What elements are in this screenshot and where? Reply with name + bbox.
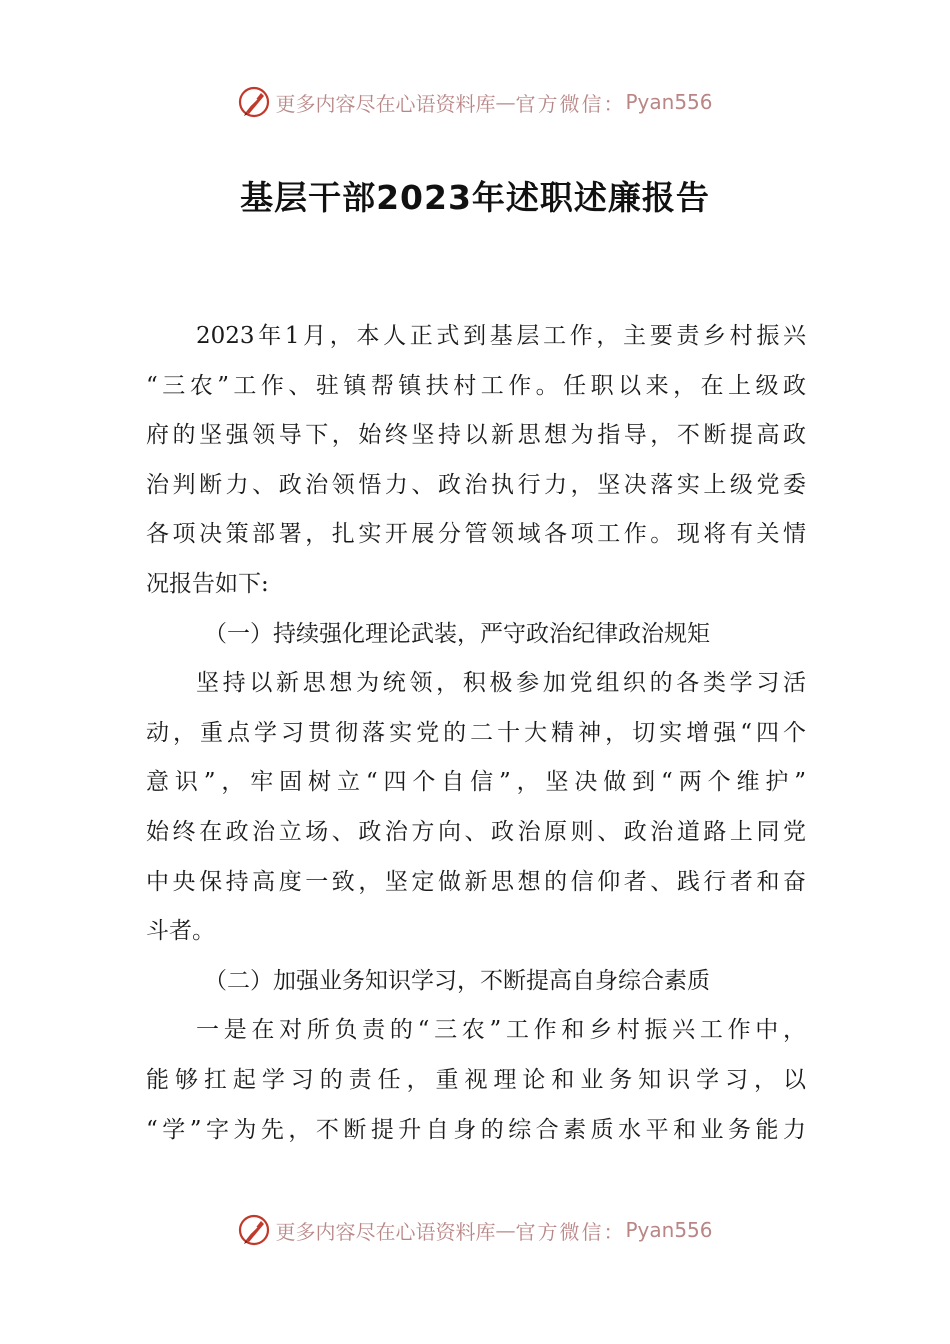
body-line-15: 一是在对所负责的“三农”工作和乡村振兴工作中， (196, 1017, 806, 1044)
body-line-9: 动，重点学习贯彻落实党的二十大精神，切实增强“四个 (146, 719, 806, 746)
body-line-6: 况报告如下: (146, 570, 269, 597)
quill-logo-icon (237, 85, 271, 119)
body-line-16: 能够扛起学习的责任，重视理论和业务知识学习，以 (146, 1066, 806, 1093)
watermark-dash: — (495, 90, 516, 114)
document-body (146, 312, 806, 1155)
page-title: 基层干部2023年述职述廉报告 (240, 178, 710, 217)
body-line-13: 斗者。 (146, 918, 215, 945)
watermark-dash: — (495, 1218, 516, 1242)
body-line-3: 府的坚强领导下，始终坚持以新思想为指导，不断提高政 (146, 422, 806, 449)
watermark-id: Pyan556 (625, 1218, 713, 1242)
body-line-4: 治判断力、政治领悟力、政治执行力，坚决落实上级党委 (146, 471, 806, 498)
watermark-main-text: 更多内容尽在心语资料库 (275, 1219, 496, 1244)
body-line-11: 始终在政治立场、政治方向、政治原则、政治道路上同党 (146, 818, 806, 845)
quill-logo-icon (237, 1213, 271, 1247)
watermark-sub-text: 官方微信： (515, 1219, 626, 1244)
section-heading-2: （二）加强业务知识学习，不断提高自身综合素质 (204, 967, 710, 994)
watermark-banner-bottom (0, 1210, 950, 1250)
watermark-sub-text: 官方微信： (515, 91, 626, 116)
body-line-8: 坚持以新思想为统领，积极参加党组织的各类学习活 (196, 670, 806, 697)
watermark-id: Pyan556 (625, 90, 713, 114)
body-line-10: 意识”，牢固树立“四个自信”，坚决做到“两个维护” (146, 769, 806, 796)
section-heading-1: （一）持续强化理论武装，严守政治纪律政治规矩 (204, 620, 710, 647)
watermark-main-text: 更多内容尽在心语资料库 (275, 91, 496, 116)
watermark-banner-top (0, 82, 950, 122)
body-line-1: 2023年1月，本人正式到基层工作，主要责乡村振兴 (196, 323, 806, 349)
body-line-17: “学”字为先，不断提升自身的综合素质水平和业务能力 (146, 1116, 806, 1143)
body-line-2: “三农”工作、驻镇帮镇扶村工作。任职以来，在上级政 (146, 372, 806, 399)
body-line-5: 各项决策部署，扎实开展分管领域各项工作。现将有关情 (146, 521, 806, 548)
body-line-12: 中央保持高度一致，坚定做新思想的信仰者、践行者和奋 (146, 868, 806, 895)
